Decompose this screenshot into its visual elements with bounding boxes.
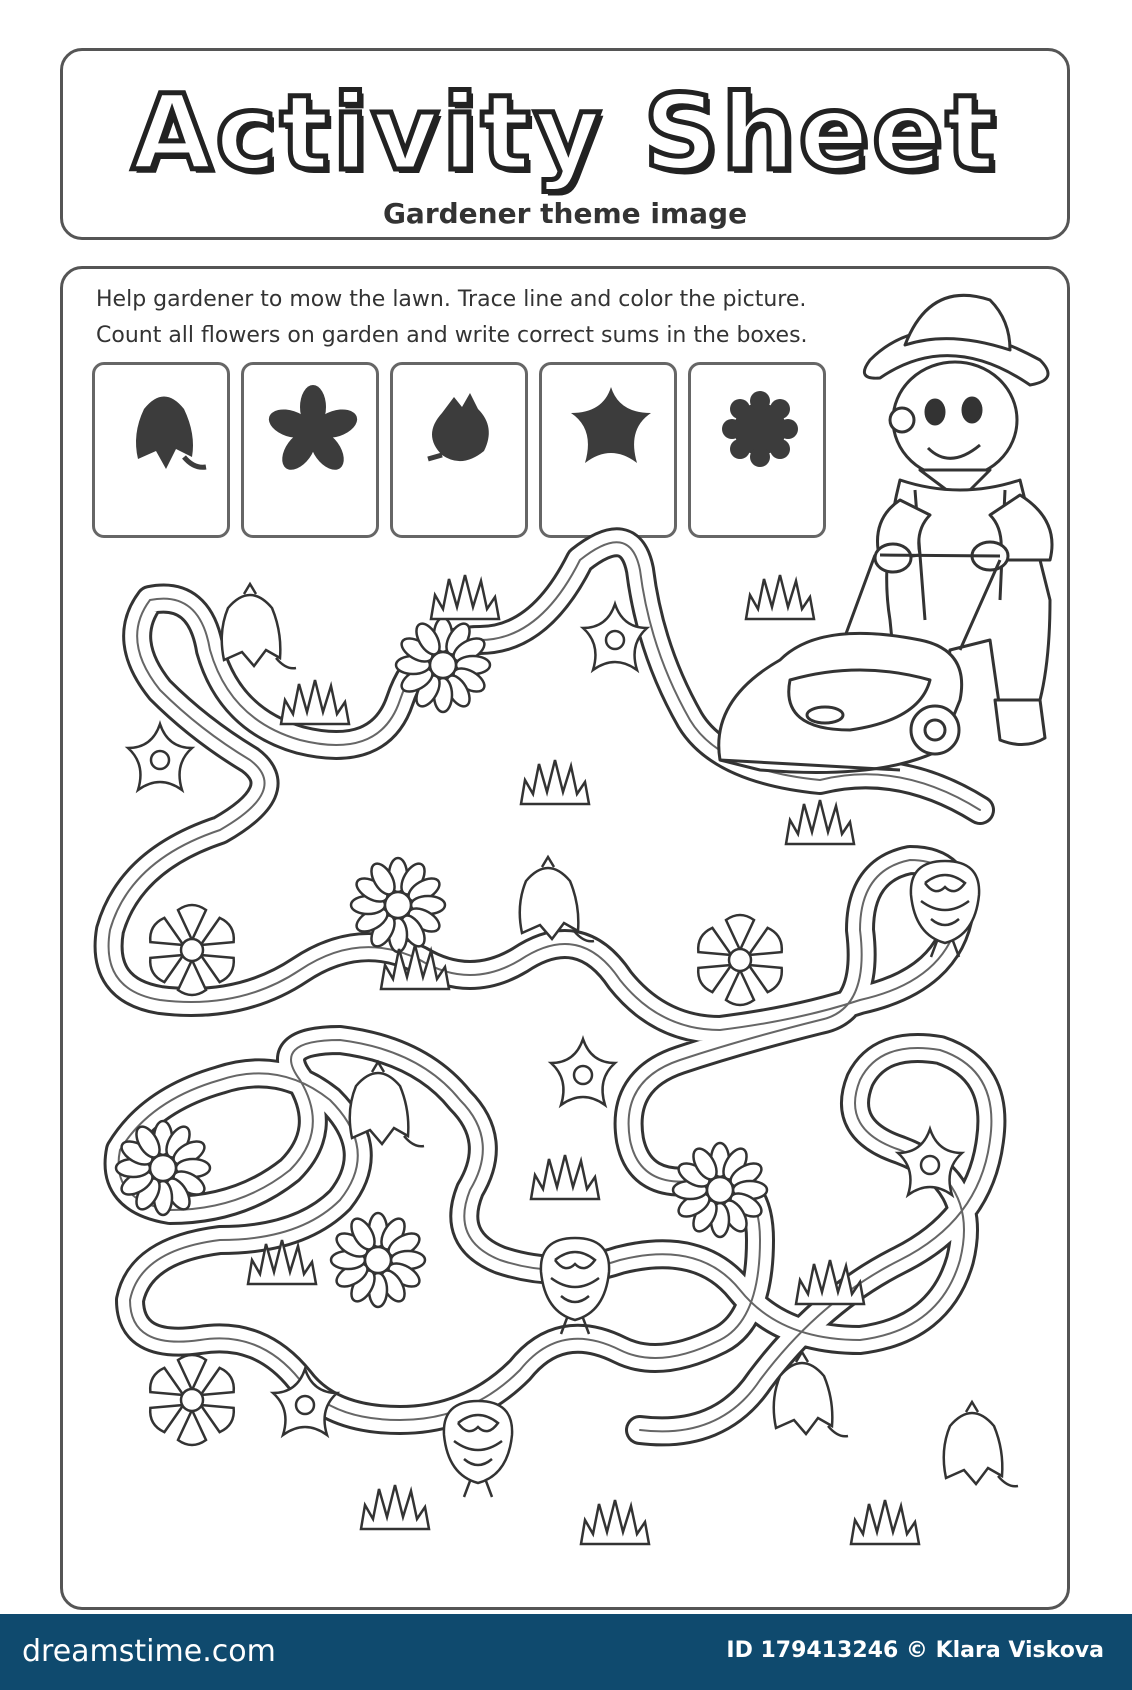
page-title: Activity Sheet [131, 72, 999, 194]
grass-icon [281, 680, 349, 724]
cornflower-icon [146, 1355, 238, 1445]
star-flower-icon [128, 724, 192, 790]
bellflower-icon [222, 584, 296, 668]
footer-logo: dreamstime.com [22, 1634, 276, 1669]
instruction-line-1: Help gardener to mow the lawn. Trace line and color the picture. [96, 287, 807, 312]
grass-icon [786, 800, 854, 844]
grass-icon [746, 575, 814, 619]
rose-icon [444, 1401, 512, 1497]
grass-icon [851, 1500, 919, 1544]
bellflower-icon [944, 1402, 1018, 1486]
page-subtitle: Gardener theme image [382, 197, 748, 230]
grass-icon [531, 1155, 599, 1199]
image-credit: ID 179413246 © Klara Viskova [726, 1638, 1104, 1663]
star-flower-icon [551, 1039, 615, 1105]
rose-icon [911, 861, 979, 957]
grass-icon [361, 1485, 429, 1529]
bellflower-icon [520, 857, 594, 941]
cornflower-icon [694, 915, 786, 1005]
cornflower-icon [146, 905, 238, 995]
instruction-line-2: Count all flowers on garden and write correct sums in the boxes. [96, 323, 808, 348]
daisy-icon [331, 1213, 425, 1307]
grass-icon [581, 1500, 649, 1544]
rose-icon [541, 1238, 609, 1334]
grass-icon [521, 760, 589, 804]
footer-bar [0, 1614, 1132, 1690]
gardener-illustration [719, 295, 1052, 772]
grass-icon [431, 575, 499, 619]
